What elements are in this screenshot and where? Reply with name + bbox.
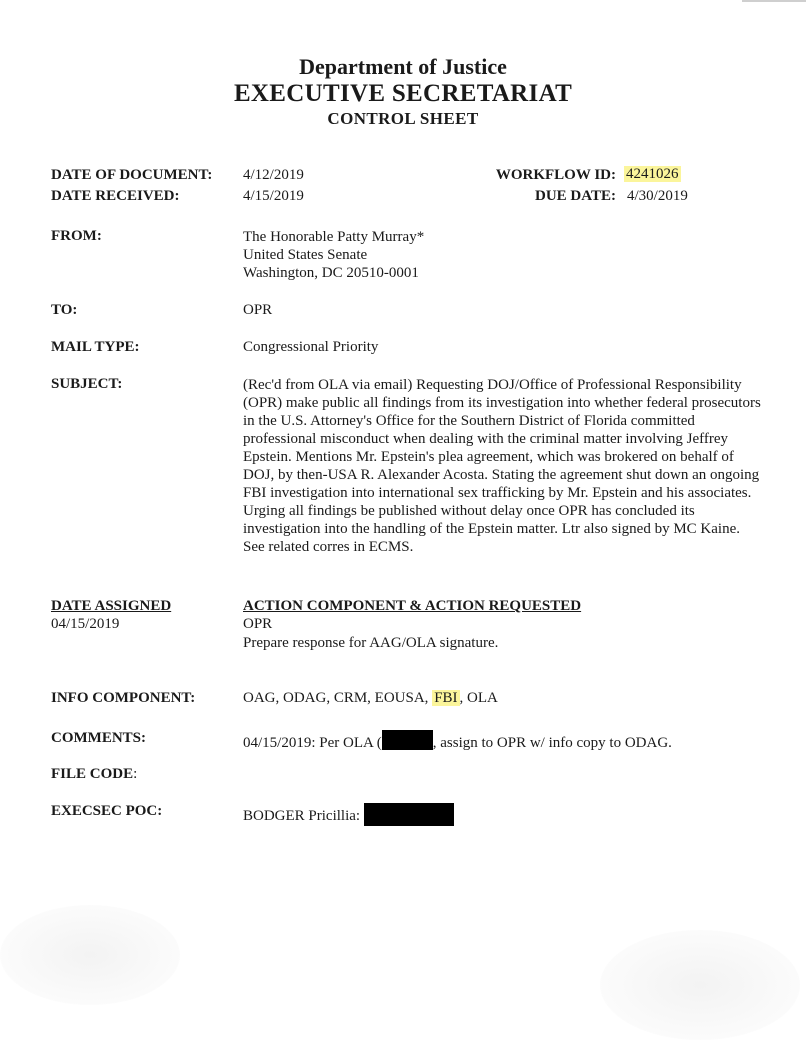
date-received-label: DATE RECEIVED:: [51, 188, 180, 204]
sheet-title: CONTROL SHEET: [327, 109, 479, 128]
info-component-label: INFO COMPONENT:: [51, 690, 196, 706]
action-requested-value: Prepare response for AAG/OLA signature.: [243, 635, 499, 651]
scan-smudge-left: [0, 905, 180, 1005]
due-date-label: DUE DATE:: [535, 188, 616, 204]
comments-text-end: , assign to OPR w/ info copy to ODAG.: [432, 735, 672, 751]
date-of-document-label: DATE OF DOCUMENT:: [51, 167, 213, 183]
date-received-value: 4/15/2019: [243, 188, 304, 204]
action-component-value: OPR: [243, 616, 273, 632]
subject-label: SUBJECT:: [51, 376, 123, 392]
due-date-value: 4/30/2019: [627, 188, 688, 204]
from-line-name: The Honorable Patty Murray*: [243, 229, 425, 245]
action-component-label: ACTION COMPONENT & ACTION REQUESTED: [243, 598, 582, 614]
comments-text-start: 04/15/2019: Per OLA (: [243, 735, 382, 751]
mail-type-value: Congressional Priority: [243, 339, 379, 355]
info-component-highlight: FBI: [434, 690, 458, 706]
scan-smudge-right: [600, 930, 800, 1040]
date-assigned-value: 04/15/2019: [51, 616, 120, 632]
workflow-id-label: WORKFLOW ID:: [495, 167, 616, 183]
scan-edge-line: [742, 0, 806, 2]
office-title: EXECUTIVE SECRETARIAT: [233, 80, 573, 107]
execsec-poc-label: EXECSEC POC:: [51, 803, 163, 819]
date-assigned-label: DATE ASSIGNED: [51, 598, 172, 614]
file-code-colon: :: [133, 766, 138, 782]
execsec-poc-value: [243, 803, 454, 826]
info-component-list: OAG, ODAG, CRM, EOUSA,: [243, 690, 433, 706]
workflow-id-highlight: 4241026: [626, 166, 679, 182]
from-label: FROM:: [51, 228, 102, 244]
comments-value: [243, 730, 672, 752]
mail-type-label: MAIL TYPE:: [51, 339, 140, 355]
from-line-address: Washington, DC 20510-0001: [243, 265, 419, 281]
to-label: TO:: [51, 302, 78, 318]
subject-value: (Rec'd from OLA via email) Requesting DOJ/Office of Professional Responsibility (OPR) make public all findings from its investigation into whether federal prosecutors in the U.S. Attorney's Office for the Southern District of Florida committed professional misconduct when dealing with the criminal matter involving Jeffrey Epstein. Mentions Mr. Epstein's plea agreement, which was brokered on behalf of DOJ, by then-USA R. Alexander Acosta. Stating the agreement shut down an ongoing FBI investigation into international sex trafficking by Mr. Epstein and his associates. Urging all findings be published without delay once OPR has concluded its investigation into the handling of the Epstein matter. Ltr also signed by MC Kaine. See related corres in ECMS.: [243, 377, 761, 555]
workflow-id-value: [624, 166, 681, 183]
from-value: [243, 228, 424, 282]
from-line-org: United States Senate: [243, 247, 368, 263]
info-component-value: [243, 690, 498, 707]
date-of-document-value: 4/12/2019: [243, 167, 304, 183]
comments-redaction: [382, 730, 433, 750]
execsec-poc-redaction: [364, 803, 454, 826]
comments-label: COMMENTS:: [51, 730, 146, 746]
file-code-label: [51, 766, 137, 783]
file-code-label-text: FILE CODE: [51, 766, 134, 782]
info-component-tail: , OLA: [459, 690, 498, 706]
execsec-poc-name: BODGER Pricillia:: [243, 808, 361, 824]
department-title: Department of Justice: [299, 54, 507, 79]
to-value: OPR: [243, 302, 273, 318]
